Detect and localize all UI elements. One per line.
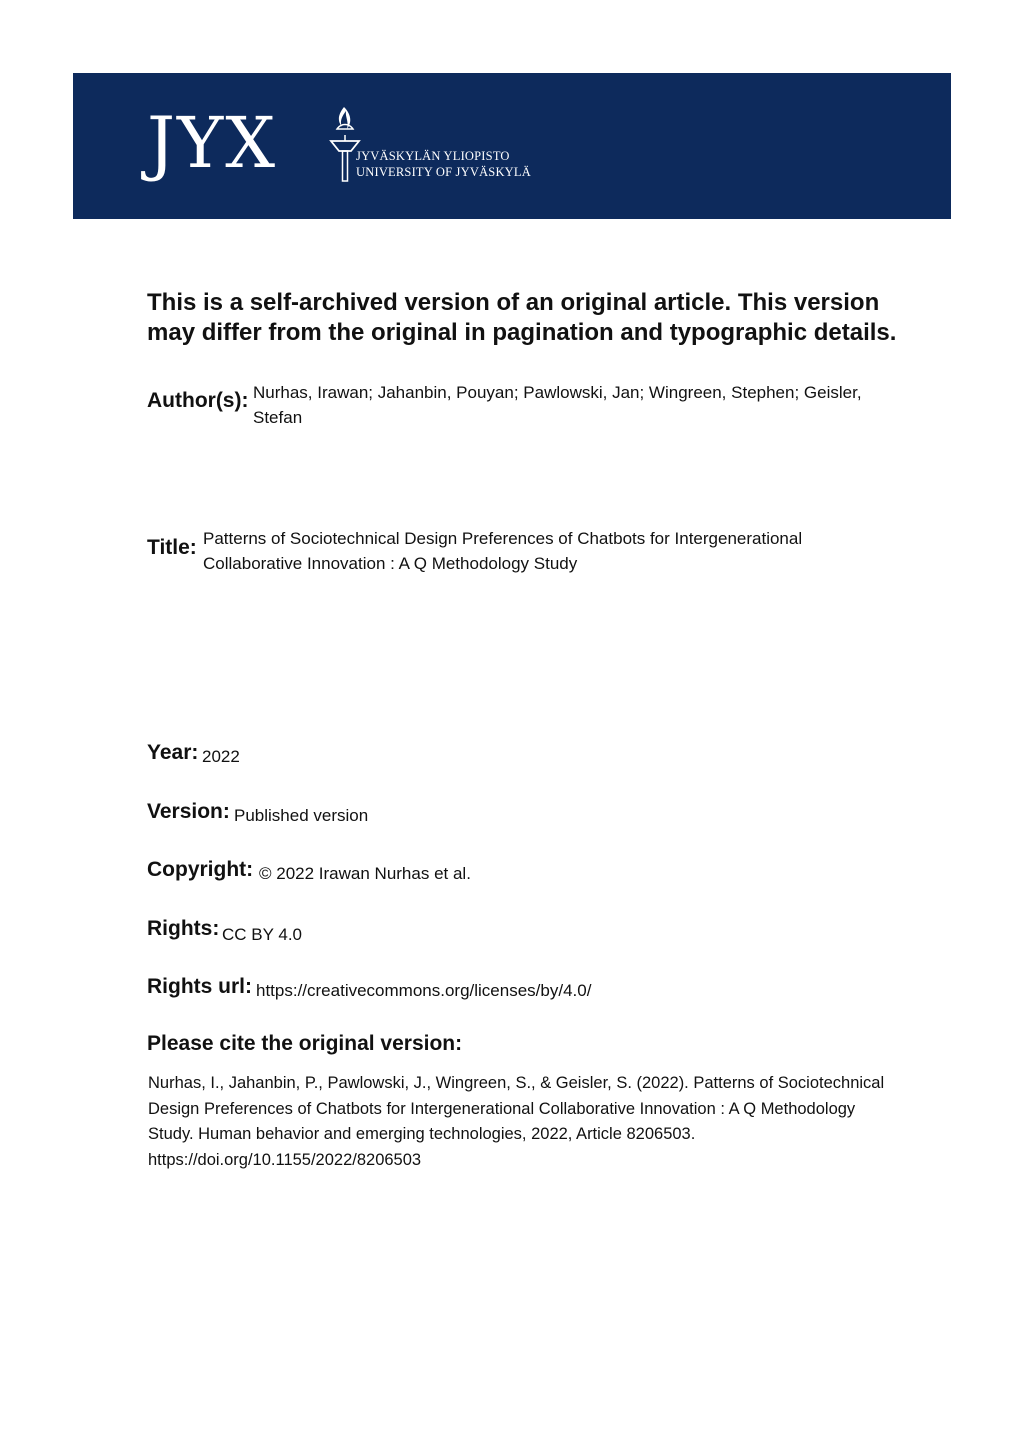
rights-value: CC BY 4.0	[222, 925, 303, 944]
title-label: Title:	[147, 536, 197, 559]
jyx-logo: JYX	[147, 102, 278, 184]
rights-url-label: Rights url:	[147, 975, 252, 998]
authors-value: Nurhas, Irawan; Jahanbin, Pouyan; Pawlowski, Jan; Wingreen, Stephen; Geisler, Stefan	[253, 383, 862, 427]
authors-label: Author(s):	[147, 389, 249, 412]
year-label: Year:	[147, 741, 199, 764]
cite-heading: Please cite the original version:	[147, 1032, 463, 1055]
university-name	[356, 148, 531, 180]
title-value: Patterns of Sociotechnical Design Preferences of Chatbots for Intergenerational Collaborative Innovation : A Q Methodology Study	[203, 529, 803, 573]
header-banner	[73, 73, 951, 219]
version-value: Published version	[234, 806, 369, 825]
rights-url-value[interactable]: https://creativecommons.org/licenses/by/4.0/	[256, 981, 592, 1000]
university-name-en: UNIVERSITY OF JYVÄSKYLÄ	[356, 165, 531, 179]
copyright-value: © 2022 Irawan Nurhas et al.	[259, 864, 471, 883]
self-archive-notice: This is a self-archived version of an original article. This version may differ from the original in pagination and typographic details.	[147, 289, 897, 346]
university-name-fi: JYVÄSKYLÄN YLIOPISTO	[356, 149, 510, 163]
rights-label: Rights:	[147, 917, 220, 940]
version-label: Version:	[147, 800, 230, 823]
copyright-label: Copyright:	[147, 858, 254, 881]
citation-text: Nurhas, I., Jahanbin, P., Pawlowski, J., Wingreen, S., & Geisler, S. (2022). Patterns of Sociotechnical Design Preferences of Chatbots for Intergenerational Collaborative Innovation : A Q Methodology Study. Human behavior and emerging technologies, 2022, Article 8206503. https://doi.org/10.1155/2022/8206503	[148, 1074, 885, 1169]
year-value: 2022	[202, 747, 240, 766]
